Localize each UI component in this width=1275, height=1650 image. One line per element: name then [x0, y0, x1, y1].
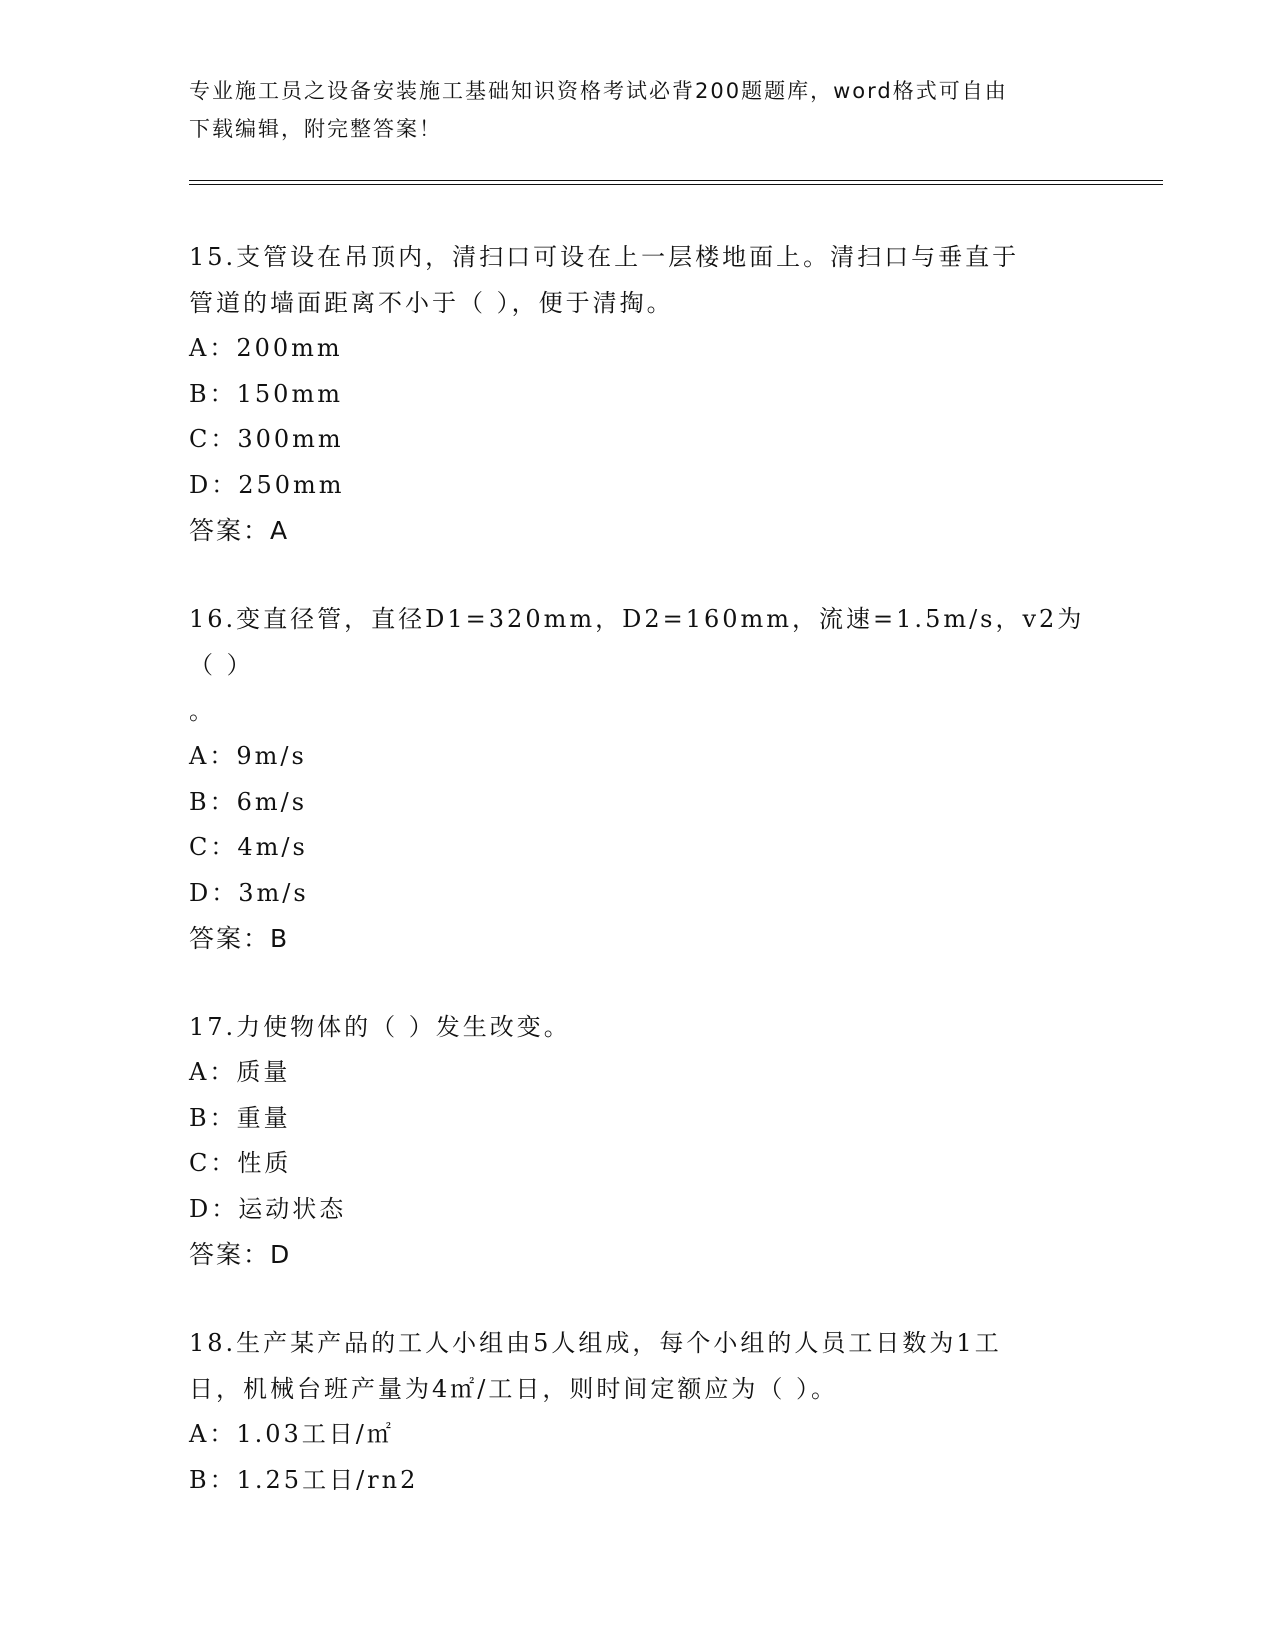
header-title-line2: 下载编辑，附完整答案！: [189, 117, 442, 141]
question-text: 18.生产某产品的工人小组由5人组成，每个小组的人员工日数为1工: [189, 1329, 1002, 1357]
option-c: C：300mm: [189, 425, 344, 453]
header-divider-bottom: [189, 184, 1163, 185]
question-17: [189, 1004, 1089, 1278]
option-b: B：150mm: [189, 379, 343, 408]
question-text: 16.变直径管，直径D1=320mm，D2=160mm，流速=1.5m/s，v2为（ ）: [189, 605, 1085, 679]
question-list: [189, 234, 1089, 1545]
option-a: A：质量: [189, 1058, 291, 1086]
option-d: D：3m/s: [189, 878, 309, 907]
question-18: [189, 1320, 1089, 1503]
option-c: C：性质: [189, 1149, 292, 1177]
answer-label: 答案：B: [189, 924, 290, 953]
document-header: [189, 72, 1089, 148]
option-a: A：1.03工日/㎡: [189, 1420, 394, 1448]
option-a: A：200mm: [189, 334, 343, 362]
option-c: C：4m/s: [189, 833, 308, 861]
header-divider-top: [189, 180, 1163, 181]
option-b: B：重量: [189, 1103, 291, 1132]
option-a: A：9m/s: [189, 742, 307, 770]
question-16: [189, 596, 1089, 962]
question-text-continued: 日，机械台班产量为4㎡/工日，则时间定额应为（ ）。: [189, 1375, 838, 1403]
answer-label: 答案：A: [189, 516, 290, 545]
option-d: D：250mm: [189, 470, 345, 499]
question-15: [189, 234, 1089, 554]
answer-label: 答案：D: [189, 1240, 292, 1269]
header-title-line1: 专业施工员之设备安装施工基础知识资格考试必背200题题库，word格式可自由: [189, 79, 1008, 103]
option-b: B：6m/s: [189, 787, 308, 816]
question-text-continued: 管道的墙面距离不小于（ ），便于清掏。: [189, 289, 674, 317]
question-text: 15.支管设在吊顶内，清扫口可设在上一层楼地面上。清扫口与垂直于: [189, 243, 1020, 271]
option-d: D：运动状态: [189, 1194, 347, 1223]
question-text: 17.力使物体的（ ）发生改变。: [189, 1013, 571, 1041]
question-text-continued: 。: [189, 697, 216, 725]
option-b: B：1.25工日/rn2: [189, 1465, 419, 1494]
